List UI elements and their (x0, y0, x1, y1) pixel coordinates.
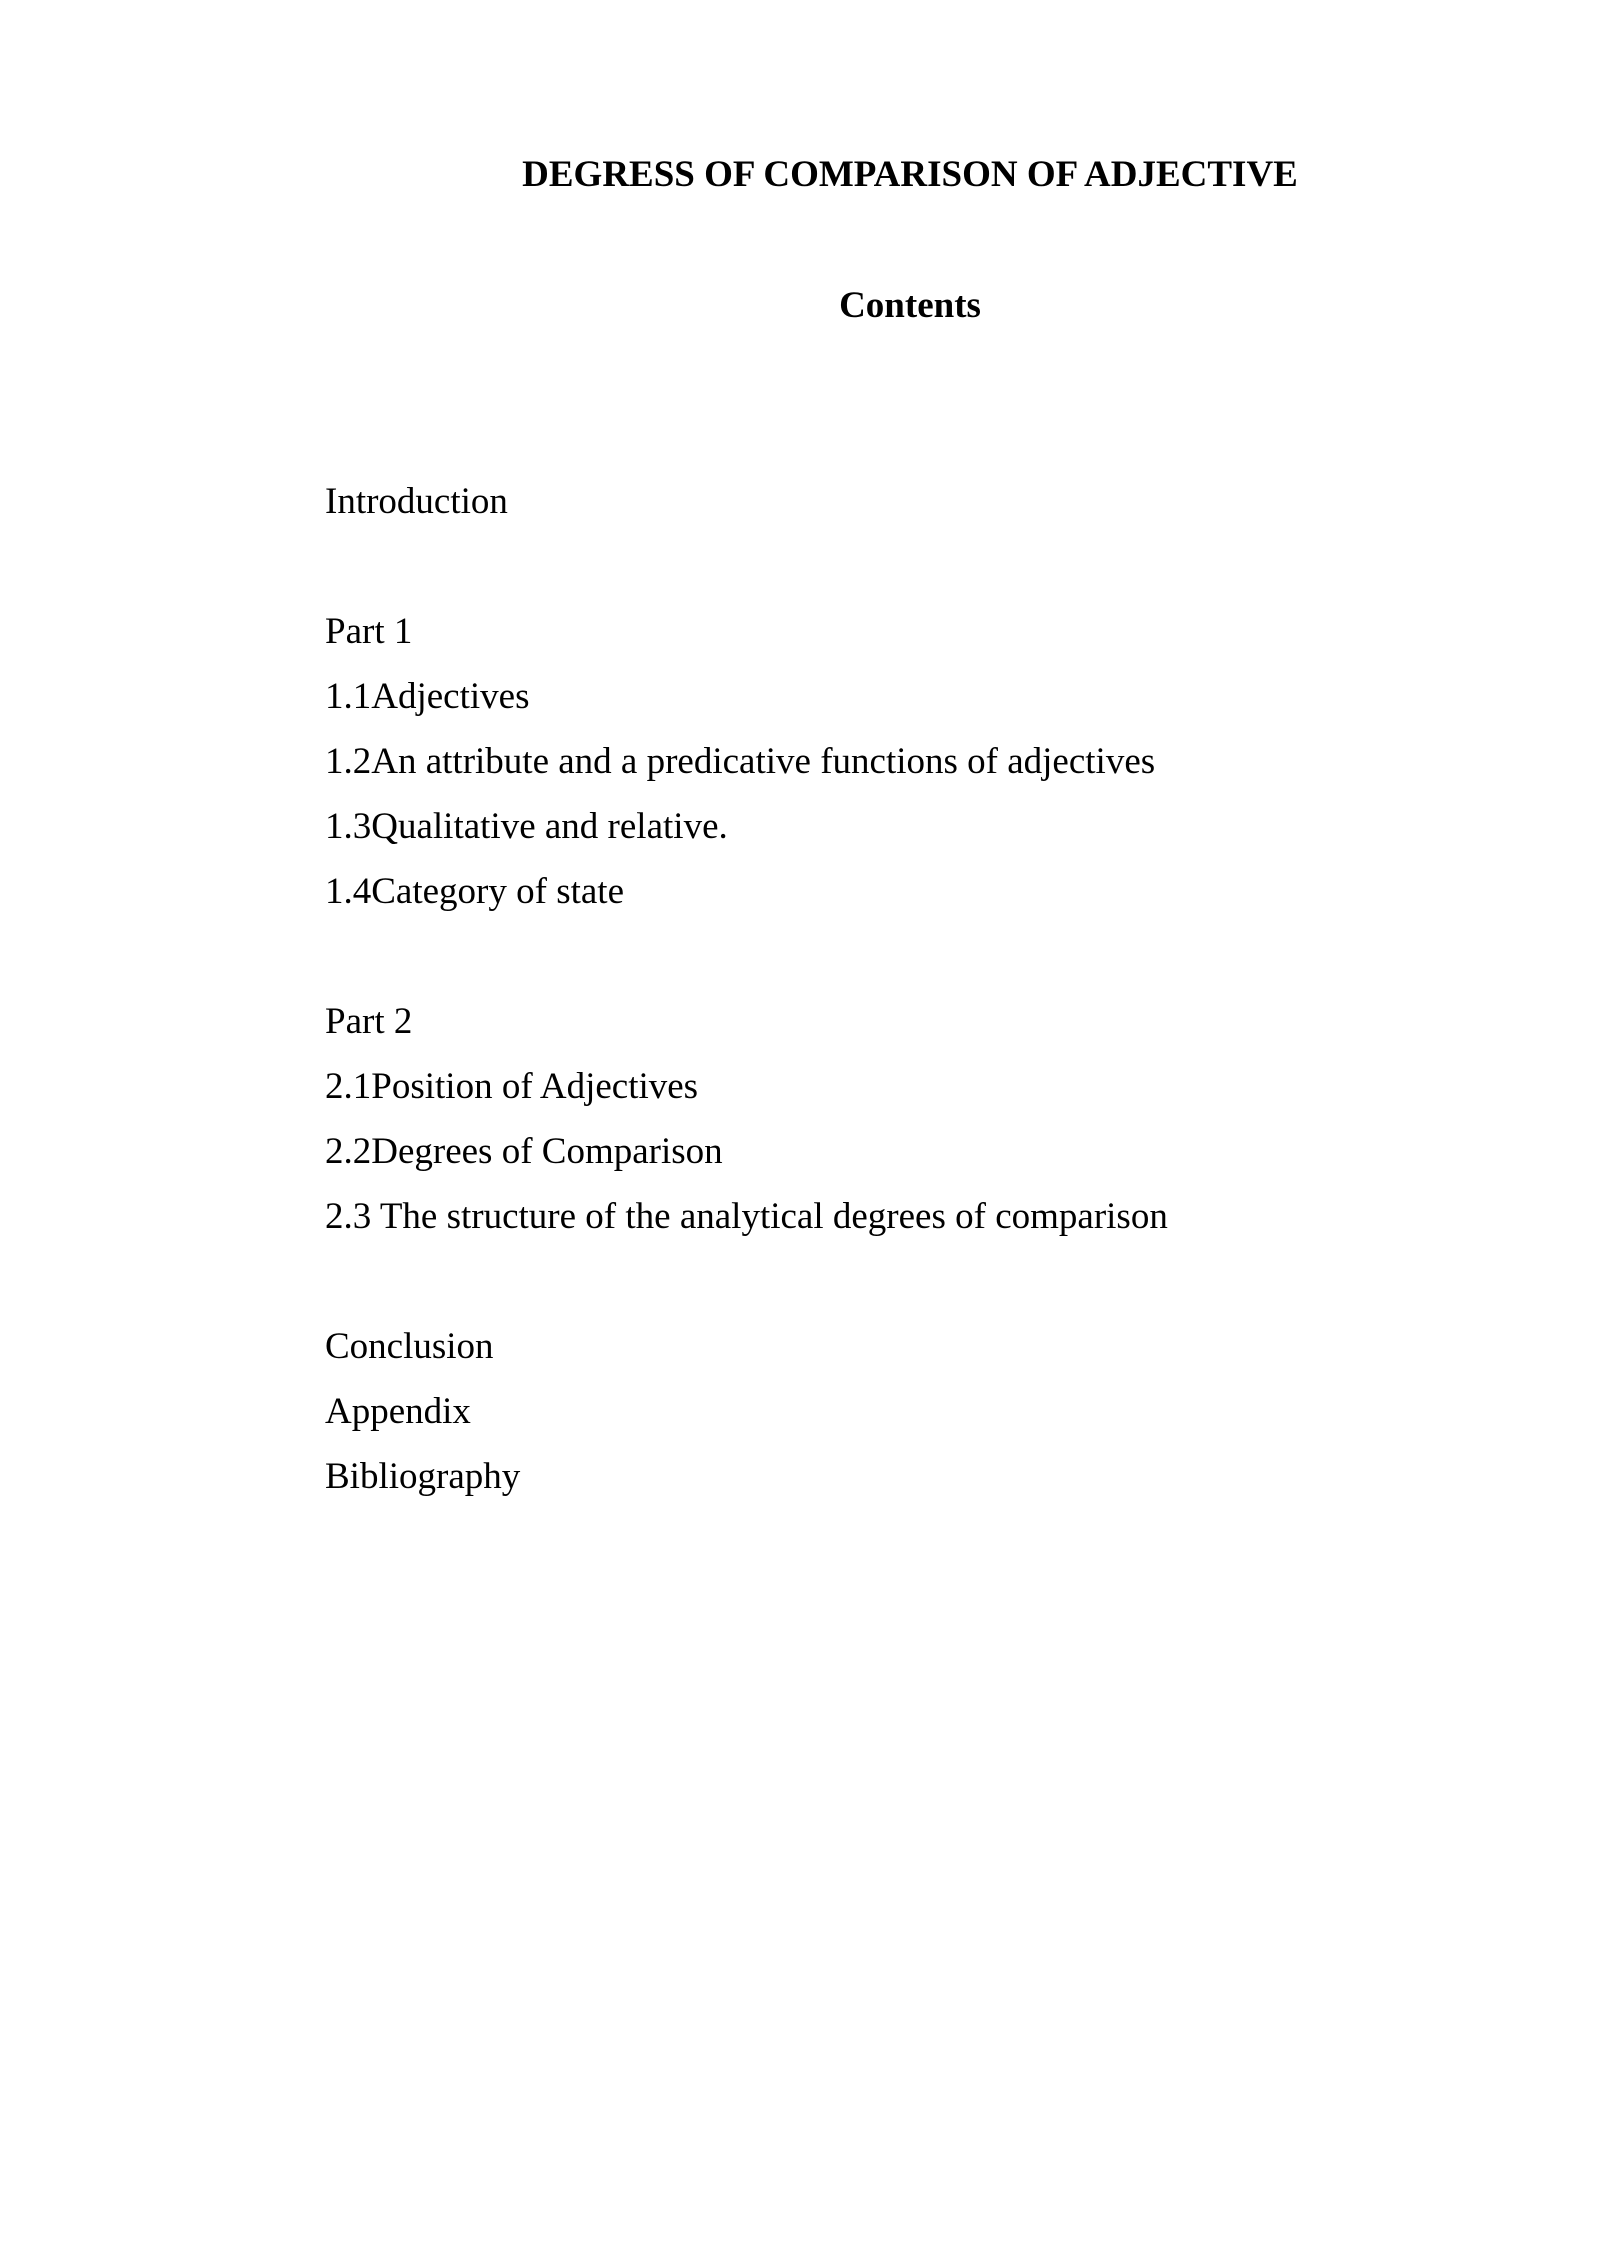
toc-item-1-4: 1.4Category of state (325, 871, 624, 912)
contents-heading: Contents (839, 285, 981, 326)
document-title: DEGRESS OF COMPARISON OF ADJECTIVE (522, 154, 1298, 195)
toc-item-1-1: 1.1Adjectives (325, 676, 530, 717)
toc-conclusion: Conclusion (325, 1326, 494, 1367)
toc-part1-heading: Part 1 (325, 611, 413, 652)
toc-item-1-3: 1.3Qualitative and relative. (325, 806, 728, 847)
toc-introduction: Introduction (325, 481, 508, 522)
toc-appendix: Appendix (325, 1391, 471, 1432)
toc-bibliography: Bibliography (325, 1456, 521, 1497)
toc-part2-heading: Part 2 (325, 1001, 413, 1042)
toc-item-2-3: 2.3 The structure of the analytical degrees of comparison (325, 1196, 1168, 1237)
toc-item-2-2: 2.2Degrees of Comparison (325, 1131, 723, 1172)
toc-item-1-2: 1.2An attribute and a predicative functions of adjectives (325, 741, 1156, 782)
toc-item-2-1: 2.1Position of Adjectives (325, 1066, 699, 1107)
